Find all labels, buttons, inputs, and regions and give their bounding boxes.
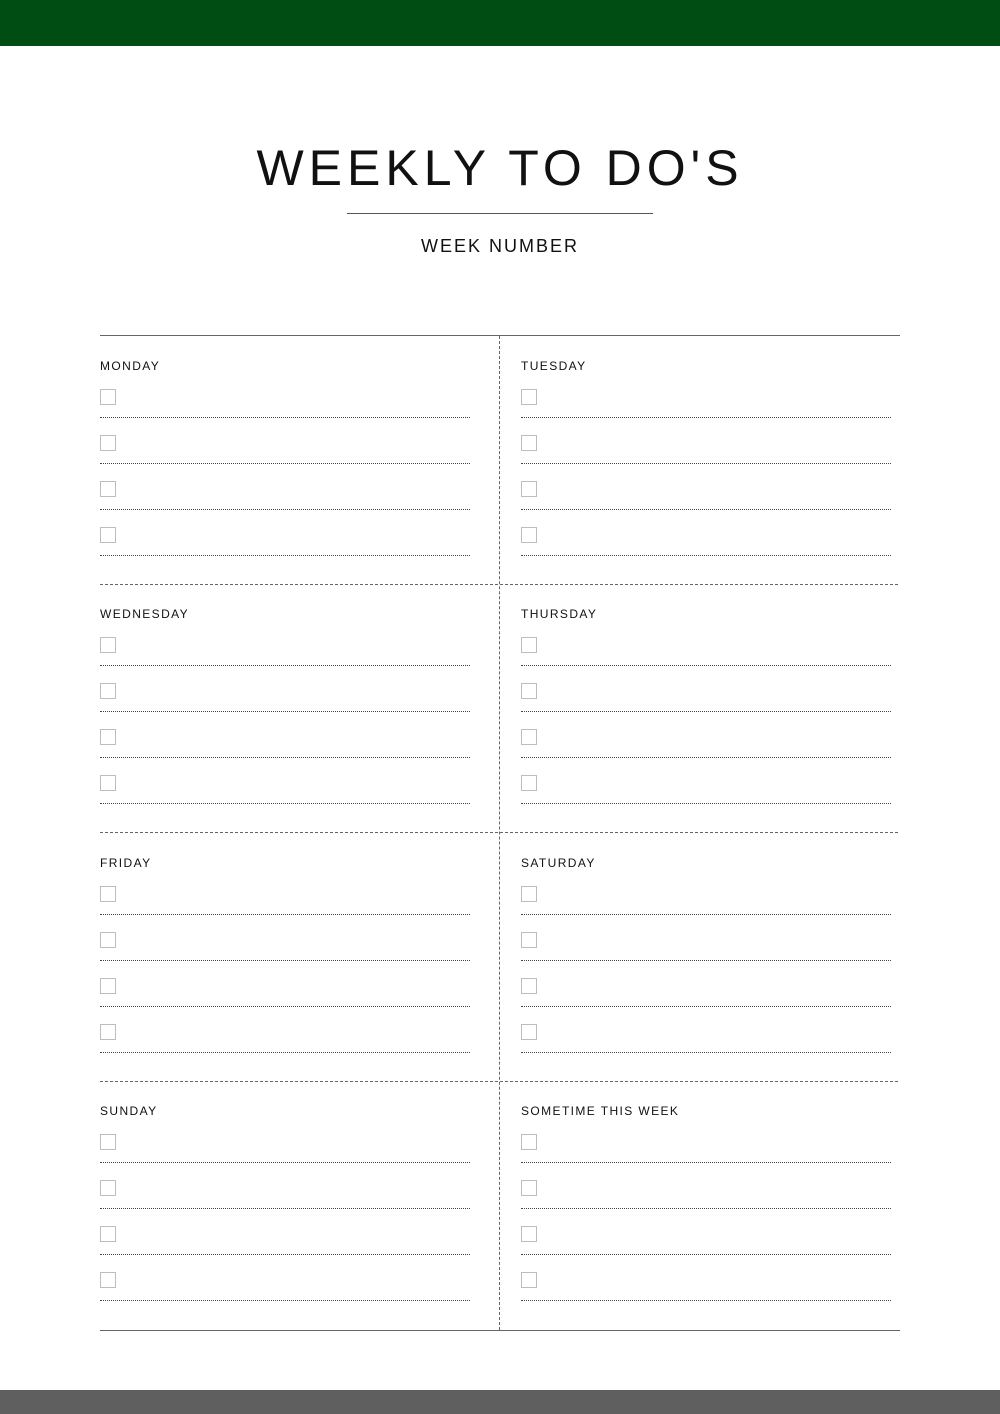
task-checkbox[interactable] bbox=[521, 886, 537, 902]
bottom-accent-bar bbox=[0, 1390, 1000, 1414]
task-row[interactable] bbox=[521, 435, 891, 464]
task-checkbox[interactable] bbox=[100, 932, 116, 948]
grid-top-border bbox=[100, 335, 900, 336]
task-checkbox[interactable] bbox=[100, 527, 116, 543]
task-checkbox[interactable] bbox=[100, 683, 116, 699]
section-label: SATURDAY bbox=[521, 856, 596, 870]
task-row[interactable] bbox=[100, 683, 470, 712]
task-row[interactable] bbox=[521, 1024, 891, 1053]
task-row[interactable] bbox=[521, 729, 891, 758]
task-row[interactable] bbox=[521, 637, 891, 666]
section-label: SOMETIME THIS WEEK bbox=[521, 1104, 680, 1118]
task-checkbox[interactable] bbox=[100, 1024, 116, 1040]
task-checkbox[interactable] bbox=[100, 481, 116, 497]
task-checkbox[interactable] bbox=[100, 729, 116, 745]
task-row[interactable] bbox=[521, 886, 891, 915]
section-label: TUESDAY bbox=[521, 359, 587, 373]
section-label: FRIDAY bbox=[100, 856, 152, 870]
section-sunday bbox=[100, 1104, 472, 1304]
title-underline bbox=[347, 213, 653, 214]
task-checkbox[interactable] bbox=[100, 1272, 116, 1288]
section-label: MONDAY bbox=[100, 359, 161, 373]
task-row[interactable] bbox=[521, 527, 891, 556]
task-row[interactable] bbox=[100, 1134, 470, 1163]
page-title: WEEKLY TO DO'S bbox=[256, 140, 744, 196]
task-row[interactable] bbox=[100, 1180, 470, 1209]
task-checkbox[interactable] bbox=[100, 389, 116, 405]
task-checkbox[interactable] bbox=[521, 389, 537, 405]
task-row[interactable] bbox=[100, 435, 470, 464]
task-checkbox[interactable] bbox=[521, 932, 537, 948]
task-row[interactable] bbox=[100, 637, 470, 666]
section-saturday bbox=[521, 856, 893, 1056]
task-row[interactable] bbox=[521, 389, 891, 418]
task-row[interactable] bbox=[521, 932, 891, 961]
task-checkbox[interactable] bbox=[100, 1226, 116, 1242]
row-divider bbox=[100, 832, 898, 833]
task-row[interactable] bbox=[100, 932, 470, 961]
task-row[interactable] bbox=[521, 1180, 891, 1209]
task-row[interactable] bbox=[521, 481, 891, 510]
task-row[interactable] bbox=[100, 1024, 470, 1053]
top-accent-bar bbox=[0, 0, 1000, 46]
task-row[interactable] bbox=[100, 729, 470, 758]
section-friday bbox=[100, 856, 472, 1056]
task-checkbox[interactable] bbox=[100, 435, 116, 451]
task-row[interactable] bbox=[100, 1272, 470, 1301]
task-checkbox[interactable] bbox=[521, 481, 537, 497]
task-row[interactable] bbox=[521, 978, 891, 1007]
task-checkbox[interactable] bbox=[521, 1226, 537, 1242]
task-checkbox[interactable] bbox=[100, 1180, 116, 1196]
task-row[interactable] bbox=[100, 527, 470, 556]
task-checkbox[interactable] bbox=[521, 683, 537, 699]
task-checkbox[interactable] bbox=[521, 775, 537, 791]
section-label: SUNDAY bbox=[100, 1104, 158, 1118]
column-divider bbox=[499, 336, 500, 1330]
task-checkbox[interactable] bbox=[521, 1180, 537, 1196]
section-label: THURSDAY bbox=[521, 607, 598, 621]
task-row[interactable] bbox=[521, 1134, 891, 1163]
task-row[interactable] bbox=[521, 775, 891, 804]
task-checkbox[interactable] bbox=[100, 775, 116, 791]
section-tuesday bbox=[521, 359, 893, 559]
task-checkbox[interactable] bbox=[521, 527, 537, 543]
section-sometime-this-week bbox=[521, 1104, 893, 1304]
row-divider bbox=[100, 584, 898, 585]
grid-bottom-border bbox=[100, 1330, 900, 1331]
section-thursday bbox=[521, 607, 893, 807]
task-checkbox[interactable] bbox=[100, 886, 116, 902]
task-checkbox[interactable] bbox=[100, 978, 116, 994]
task-row[interactable] bbox=[521, 1226, 891, 1255]
task-row[interactable] bbox=[100, 886, 470, 915]
task-checkbox[interactable] bbox=[100, 637, 116, 653]
task-checkbox[interactable] bbox=[521, 978, 537, 994]
task-checkbox[interactable] bbox=[521, 1272, 537, 1288]
task-row[interactable] bbox=[100, 978, 470, 1007]
task-row[interactable] bbox=[100, 481, 470, 510]
task-row[interactable] bbox=[100, 775, 470, 804]
task-checkbox[interactable] bbox=[521, 1134, 537, 1150]
task-row[interactable] bbox=[100, 389, 470, 418]
row-divider bbox=[100, 1081, 898, 1082]
section-wednesday bbox=[100, 607, 472, 807]
task-checkbox[interactable] bbox=[521, 435, 537, 451]
task-row[interactable] bbox=[521, 1272, 891, 1301]
task-checkbox[interactable] bbox=[521, 1024, 537, 1040]
week-number-label: WEEK NUMBER bbox=[420, 236, 579, 256]
section-monday bbox=[100, 359, 472, 559]
task-row[interactable] bbox=[100, 1226, 470, 1255]
task-checkbox[interactable] bbox=[521, 637, 537, 653]
task-row[interactable] bbox=[521, 683, 891, 712]
task-checkbox[interactable] bbox=[100, 1134, 116, 1150]
section-label: WEDNESDAY bbox=[100, 607, 190, 621]
task-checkbox[interactable] bbox=[521, 729, 537, 745]
